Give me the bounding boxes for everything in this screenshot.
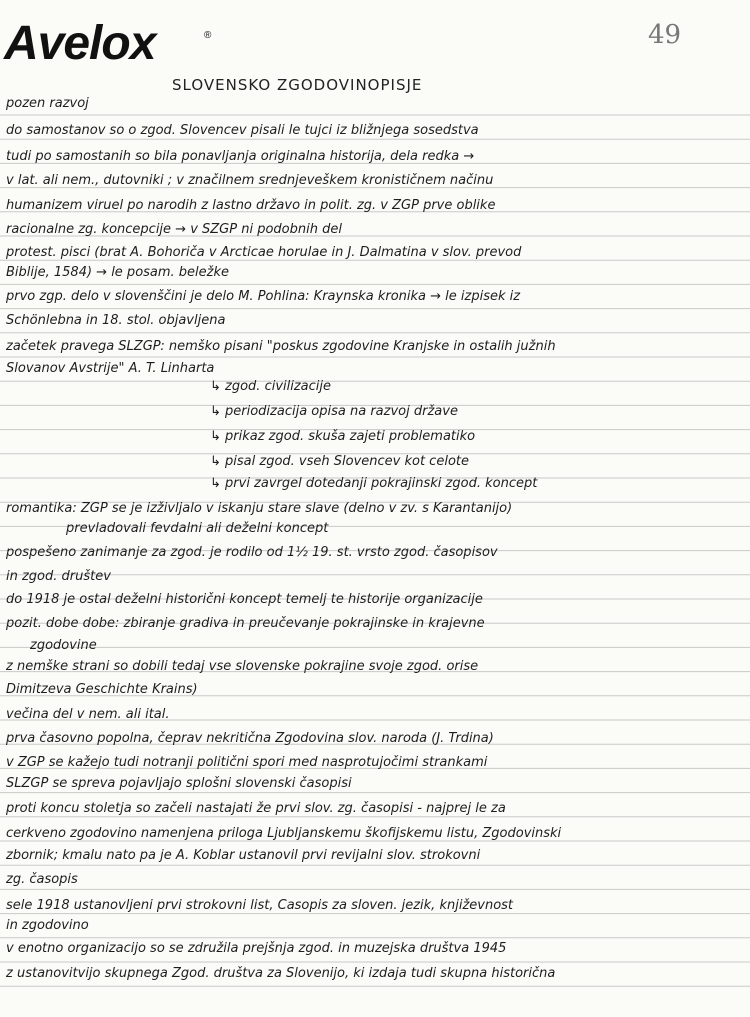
note-line: racionalne zg. koncepcije → v SZGP ni podobnih del [6,222,342,237]
note-line: tudi po samostanih so bila ponavljanja originalna historija, dela redka → [6,149,475,164]
note-line: proti koncu stoletja so začeli nastajati že prvi slov. zg. časopisi - najprej le za [6,801,506,816]
note-line: protest. pisci (brat A. Bohoriča v Arcticae horulae in J. Dalmatina v slov. prevod [6,245,522,260]
note-line: do samostanov so o zgod. Slovencev pisali le tujci iz bližnjega sosedstva [6,123,479,138]
note-line: ↳ zgod. civilizacije [210,379,332,394]
note-line: romantika: ZGP se je izživljalo v iskanju stare slave (delno v zv. s Karantanijo) [6,501,513,516]
note-line: pozen razvoj [6,96,89,111]
note-line: zgodovine [30,638,97,653]
logo: Avelox [4,17,156,70]
note-line: pozit. dobe dobe: zbiranje gradiva in preučevanje pokrajinske in krajevne [6,616,485,631]
logo-registered-mark: ® [204,30,212,41]
note-line: do 1918 je ostal deželni historični koncept temelj te historije organizacije [6,592,483,607]
note-line: ↳ pisal zgod. vseh Slovencev kot celote [210,454,469,469]
note-line: z ustanovitvijo skupnega Zgod. društva za Slovenijo, ki izdaja tudi skupna historična [6,966,556,981]
note-line: zbornik; kmalu nato pa je A. Koblar ustanovil prvi revijalni slov. strokovni [6,848,481,863]
note-line: Slovanov Avstrije" A. T. Linharta [6,361,215,376]
note-line: humanizem viruel po narodih z lastno državo in polit. zg. v ZGP prve oblike [6,198,496,213]
note-line: ↳ prvi zavrgel dotedanji pokrajinski zgod. koncept [210,476,538,491]
note-line: prvo zgp. delo v slovenščini je delo M. Pohlina: Kraynska kronika → le izpisek iz [6,289,521,304]
note-line: v lat. ali nem., dutovniki ; v značilnem srednjeveškem kronističnem načinu [6,173,494,188]
note-line: prva časovno popolna, čeprav nekritična Zgodovina slov. naroda (J. Trdina) [6,731,494,746]
note-line: v enotno organizacijo so se združila prejšnja zgod. in muzejska društva 1945 [6,941,507,956]
note-line: Dimitzeva Geschichte Krains) [6,682,198,697]
note-line: prevladovali fevdalni ali deželni koncept [66,521,329,536]
note-line: ↳ periodizacija opisa na razvoj države [210,404,458,419]
note-line: in zgod. društev [6,569,111,584]
note-line: zg. časopis [6,872,78,887]
note-line: večina del v nem. ali ital. [6,707,170,722]
note-line: in zgodovino [6,918,89,933]
note-line: cerkveno zgodovino namenjena priloga Ljubljanskemu škofijskemu listu, Zgodovinski [6,826,562,841]
note-line: začetek pravega SLZGP: nemško pisani "poskus zgodovine Kranjske in ostalih južnih [6,339,556,354]
note-line: z nemške strani so dobili tedaj vse slovenske pokrajine svoje zgod. orise [6,659,479,674]
note-line: v ZGP se kažejo tudi notranji politični spori med nasprotujočimi strankami [6,755,488,770]
page-title: SLOVENSKO ZGODOVINOPISJE [172,76,423,94]
note-line: sele 1918 ustanovljeni prvi strokovni list, Časopis za sloven. jezik, književnost [6,898,514,913]
page-number: 49 [648,20,682,50]
note-line: Biblije, 1584) → le posam. beležke [6,265,230,280]
note-line: Schönlebna in 18. stol. objavljena [6,313,226,328]
note-line: ↳ prikaz zgod. skuša zajeti problematiko [210,429,476,444]
note-line: SLZGP se spreva pojavljajo splošni slovenski časopisi [6,776,352,791]
note-line: pospešeno zanimanje za zgod. je rodilo od 1½ 19. st. vrsto zgod. časopisov [6,545,498,560]
